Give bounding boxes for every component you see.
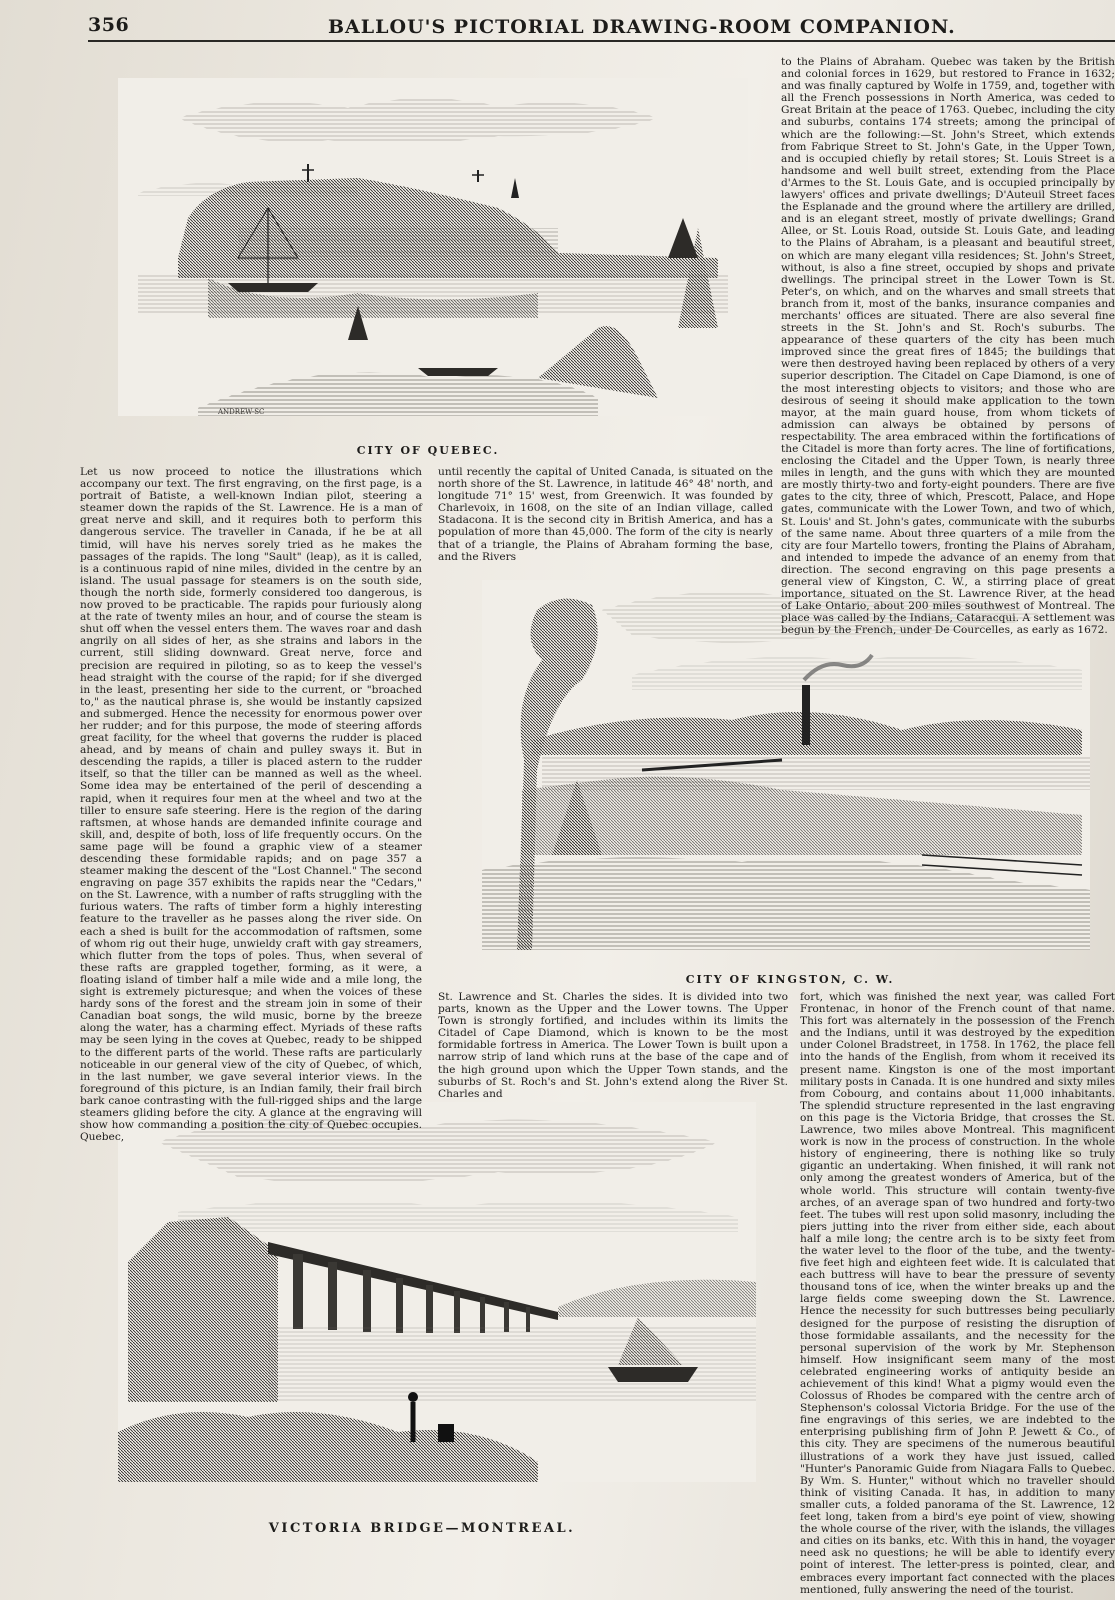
- text-column-right-bottom: [800, 991, 1115, 1596]
- victoria-bridge-engraving: [118, 1102, 756, 1482]
- column-text: to the Plains of Abraham. Quebec was taken by the British and colonial forces in 1629, but restored to France in 1632; and was finally captured by Wolfe in 1759, and, together with all the French possessions in North America, was ceded to Great Britain at the peace of 1763. Quebec, including the city and suburbs, contains 174 streets; among the principal of which are the following:—St. John's Street, which extends from Fabrique Street to St. John's Gate, in the Upper Town, and is occupied chiefly by retail stores; St. Louis Street is a handsome and well built street, extending from the Place d'Armes to the St. Louis Gate, and is occupied principally by lawyers' offices and private dwellings; D'Auteuil Street faces the Esplanade and the ground where the artillery are drilled, and is an elegant street, mostly of private dwellings; Grand Allee, or St. Louis Road, outside St. Louis Gate, and leading to the Plains of Abraham, is a pleasant and beautiful street, on which are many elegant villa residences; St. John's Street, without, is also a fine street, occupied by shops and private dwellings. The principal street in the Lower Town is St. Peter's, on which, and on the wharves and small streets that branch from it, most of the banks, insurance companies and merchants' offices are situated. There are also several fine streets in the St. John's and St. Roch's suburbs. The appearance of these quarters of the city has been much improved since the great fires of 1845; the buildings that were then destroyed having been replaced by others of a very superior description. The Citadel on Cape Diamond, is one of the most interesting objects to visitors; and those who are desirous of seeing it should make application to the town mayor, at the main guard house, from whom tickets of admission can always be obtained by persons of respectability. The area embraced within the fortifications of the Citadel is more than forty acres. The line of fortifications, enclosing the Citadel and the Upper Town, is nearly three miles in length, and the guns with which they are mounted are mostly thirty-two and forty-eight pounders. There are five gates to the city, three of which, Prescott, Palace, and Hope gates, communicate with the Lower Town, and two of which, St. Louis' and St. John's gates, communicate with the suburbs of the same name. About three quarters of a mile from the city are four Martello towers, fronting the Plains of Abraham, and intended to impede the advance of an enemy from that direction. The second engraving on this page presents a general view of Kingston, C. W., a stirring place of great importance, situated on the St. Lawrence River, at the head of Lake Ontario, about 200 miles southwest of Montreal. The place was called by the Indians, Cataracqui. A settlement was begun by the French, under De Courcelles, as early as 1672.: [781, 56, 1115, 637]
- column-text: St. Lawrence and St. Charles the sides. It is divided into two parts, known as the Upper and the Lower towns. The Upper Town is strongly fortified, and includes within its limits the Citadel of Cape Diamond, which is known to be the most formidable fortress in America. The Lower Town is built upon a narrow strip of land which runs at the base of the cape and of the high ground upon which the Upper Town stands, and the suburbs of St. Roch's and St. John's extend along the River St. Charles and: [438, 991, 788, 1100]
- page-header: [88, 14, 1115, 42]
- engraver-signature: ANDREW-SC: [218, 408, 265, 416]
- column-text: fort, which was finished the next year, was called Fort Frontenac, in honor of the French count of that name. This fort was alternately in the possession of the French and the Indians, until it was destroyed by the expedition under Colonel Bradstreet, in 1758. In 1762, the place fell into the hands of the English, from whom it received its present name. Kingston is one of the most important military posts in Canada. It is one hundred and sixty miles from Cobourg, and contains about 11,000 inhabitants. The splendid structure represented in the last engraving on this page is the Victoria Bridge, that crosses the St. Lawrence, two miles above Montreal. This magnificent work is now in the process of construction. In the whole history of engineering, there is nothing like so truly gigantic an undertaking. When finished, it will rank not only among the greatest wonders of America, but of the whole world. This structure will contain twenty-five arches, of an average span of two hundred and forty-two feet. The tubes will rest upon solid masonry, including the piers jutting into the river from either side, each about half a mile long; the centre arch is to be sixty feet from the water level to the floor of the tube, and the twenty-five feet high and eighteen feet wide. It is calculated that each buttress will have to bear the pressure of seventy thousand tons of ice, when the winter breaks up and the large fields come sweeping down the St. Lawrence. Hence the necessity for such buttresses being peculiarly designed for the purpose of resisting the disruption of those formidable assailants, and the necessity for the personal supervision of the work by Mr. Stephenson himself. How insignificant seem many of the most celebrated engineering works of antiquity beside an achievement of this kind! What a pigmy would even the Colossus of Rhodes be compared with the centre arch of Stephenson's colossal Victoria Bridge. For the use of the fine engravings of this series, we are indebted to the enterprising publishing firm of John P. Jewett & Co., of this city. They are specimens of the numerous beautiful illustrations of a work they have just issued, called "Hunter's Panoramic Guide from Niagara Falls to Quebec. By Wm. S. Hunter," without which no traveller should think of visiting Canada. It has, in addition to many smaller cuts, a folded panorama of the St. Lawrence, 12 feet long, taken from a bird's eye point of view, showing the whole course of the river, with the islands, the villages and cities on its banks, etc. With this in hand, the voyager need ask no questions; he will be able to identify every point of interest. The letter-press is pointed, clear, and embraces every important fact connected with the places mentioned, fully answering the need of the tourist.: [800, 991, 1115, 1596]
- victoria-caption: VICTORIA BRIDGE—MONTREAL.: [268, 1521, 576, 1536]
- column-text: Let us now proceed to notice the illustrations which accompany our text. The first engraving, on the first page, is a portrait of Batiste, a well-known Indian pilot, steering a steamer down the rapids of the St. Lawrence. He is a man of great nerve and skill, and it requires both to perform this dangerous service. The traveller in Canada, if he be at all timid, will have his nerves sorely tried as he makes the passages of the rapids. The long "Sault" (leap), as it is called, is a continuous rapid of nine miles, divided in the centre by an island. The usual passage for steamers is on the south side, though the north side, formerly considered too dangerous, is now proved to be practicable. The rapids pour furiously along at the rate of twenty miles an hour, and of course the steam is shut off when the vessel enters them. The waves roar and dash angrily on all sides of her, as she strains and labors in the current, still sliding downward. Great nerve, force and precision are required in piloting, so as to keep the vessel's head straight with the course of the rapid; for if she diverged in the least, presenting her side to the current, or "broached to," as the nautical phrase is, she would be instantly capsized and submerged. Hence the necessity for enormous power over her rudder; and for this purpose, the mode of steering affords great facility, for the wheel that governs the rudder is placed ahead, and by means of chain and pulley sways it. But in descending the rapids, a tiller is placed astern to the rudder itself, so that the tiller can be manned as well as the wheel. Some idea may be entertained of the peril of descending a rapid, when it requires four men at the wheel and two at the tiller to ensure safe steering. Here is the region of the daring raftsmen, at whose hands are demanded infinite courage and skill, and, despite of both, loss of life frequently occurs. On the same page will be found a graphic view of a steamer descending these formidable rapids; and on page 357 a steamer making the descent of the "Lost Channel." The second engraving on page 357 exhibits the rapids near the "Cedars," on the St. Lawrence, with a number of rafts struggling with the furious waters. The rafts of timber form a highly interesting feature to the traveller as he passes along the river side. On each a shed is built for the accommodation of raftsmen, some of whom rig out their huge, unwieldy craft with gay streamers, which flutter from the tops of poles. Thus, when several of these rafts are grappled together, forming, as it were, a floating island of timber half a mile wide and a mile long, the sight is extremely picturesque; and when the voices of these hardy sons of the forest and the stream join in some of their Canadian boat songs, the wild music, borne by the breeze along the water, has a charming effect. Myriads of these rafts may be seen lying in the coves at Quebec, ready to be shipped to the different parts of the world. These rafts are particularly noticeable in our general view of the city of Quebec, of which, in the last number, we gave several interior views. In the foreground of this picture, is an Indian family, their frail birch bark canoe contrasting with the full-rigged ships and the large steamers gliding before the city. A glance at the engraving will show how commanding a position the city of Quebec occupies. Quebec,: [80, 466, 422, 1144]
- text-column-left: [80, 466, 422, 1144]
- text-column-right-top: [781, 56, 1115, 637]
- page-number: 356: [88, 14, 130, 36]
- text-column-middle-top: [438, 466, 773, 574]
- column-text: until recently the capital of United Canada, is situated on the north shore of the St. Lawrence, in latitude 46° 48' north, and longitude 71° 15' west, from Greenwich. It was founded by Charlevoix, in 1608, on the site of an Indian village, called Stadacona. It is the second city in British America, and has a population of more than 45,000. The form of the city is nearly that of a triangle, the Plains of Abraham forming the base, and the Rivers: [438, 466, 773, 563]
- quebec-engraving: [118, 78, 748, 416]
- text-column-middle-bottom: [438, 991, 788, 1100]
- quebec-caption: CITY OF QUEBEC.: [356, 444, 500, 457]
- publication-title: BALLOU'S PICTORIAL DRAWING-ROOM COMPANION.: [328, 16, 956, 38]
- kingston-caption: CITY OF KINGSTON, C. W.: [685, 973, 895, 986]
